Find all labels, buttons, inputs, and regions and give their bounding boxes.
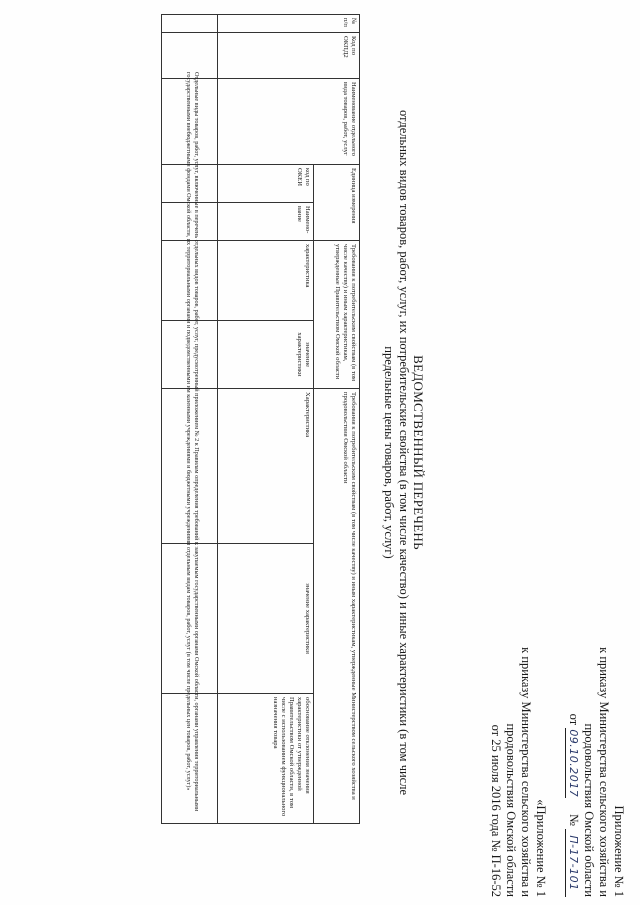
col-header-name: Наименование отдельного вида товаров, работ, услуг: [218, 79, 360, 165]
handwritten-date: 09.10.2017: [567, 729, 580, 798]
col-header-ministry-characteristic: Характеристика: [218, 389, 314, 544]
col-header-gov-value: значение характеристики: [218, 321, 314, 389]
empty-cell: [162, 15, 218, 33]
ministry-line: продовольствия Омской области: [582, 723, 596, 897]
prev-appendix-number: «Приложение № 1: [534, 799, 548, 897]
col-header-unit: Единица измерения: [314, 165, 360, 241]
col-header-number: № п/п: [218, 15, 360, 33]
col-header-gov-characteristic: характеристика: [218, 241, 314, 321]
prev-date-line: от 25 июля 2016 года № П-16-52: [489, 724, 503, 897]
handwritten-number: П-17-101: [565, 829, 581, 897]
appendix-header: [565, 557, 626, 897]
title-heading: ВЕДОМСТВЕННЫЙ ПЕРЕЧЕНЬ: [411, 355, 426, 550]
table-footer-note: Отдельные виды товаров, работ, услуг, включенные в перечень отдельных видов товаров, работ, услуг, предусмотренный приложением № 2 к Правилам определения требований к закупаемым государственными органами Омской области, органами управления территориальными государственными внебюджетными фондами Омской области, их территориальными органами и подведомственными им казенными учреждениями и бюджетными учреждениями отдельным видам товаров, работ, услуг (в том числе предельных цен товаров, работ, услуг)»: [185, 72, 200, 812]
prev-ministry-line: продовольствия Омской области: [504, 723, 518, 897]
document-title: [381, 60, 426, 845]
previous-appendix-header: [488, 557, 548, 897]
title-subtitle-cont: предельные цены товаров, работ, услуг): [382, 346, 396, 559]
col-header-unit-name: Наимено-вание: [218, 203, 314, 241]
col-header-ministry-value: значение характеристики: [218, 544, 314, 694]
title-subtitle: отдельных видов товаров, работ, услуг, их потребительские свойства (в том числе качество) и иные характеристики (в том числе: [397, 109, 411, 796]
col-header-ministry-requirements: Требования к потребительским свойствам (в том числе качеству) и иным характеристикам, утвержденные Министерством сельского хозяйства и продовольствия Омской области: [314, 389, 360, 824]
col-header-okei-code: код по ОКЕИ: [218, 165, 314, 203]
number-label: №: [567, 813, 581, 826]
date-number-line: [565, 557, 581, 897]
col-header-justification: обоснование отклонения значения характеристики от утвержденной Правительством Омской области, в том числе с использованием функционального назначения товара: [218, 694, 314, 824]
prev-order-line: к приказу Министерства сельского хозяйства и: [519, 647, 533, 897]
order-line: к приказу Министерства сельского хозяйства и: [597, 647, 611, 897]
col-header-okpd: Код по ОКПД2: [218, 33, 360, 79]
from-label: от: [567, 713, 581, 726]
appendix-number: Приложение № 1: [612, 805, 626, 897]
col-header-gov-requirements: Требования к потребительским свойствам (в том числе качеству) и иным характеристикам, утвержденные Правительством Омской области: [314, 241, 360, 389]
